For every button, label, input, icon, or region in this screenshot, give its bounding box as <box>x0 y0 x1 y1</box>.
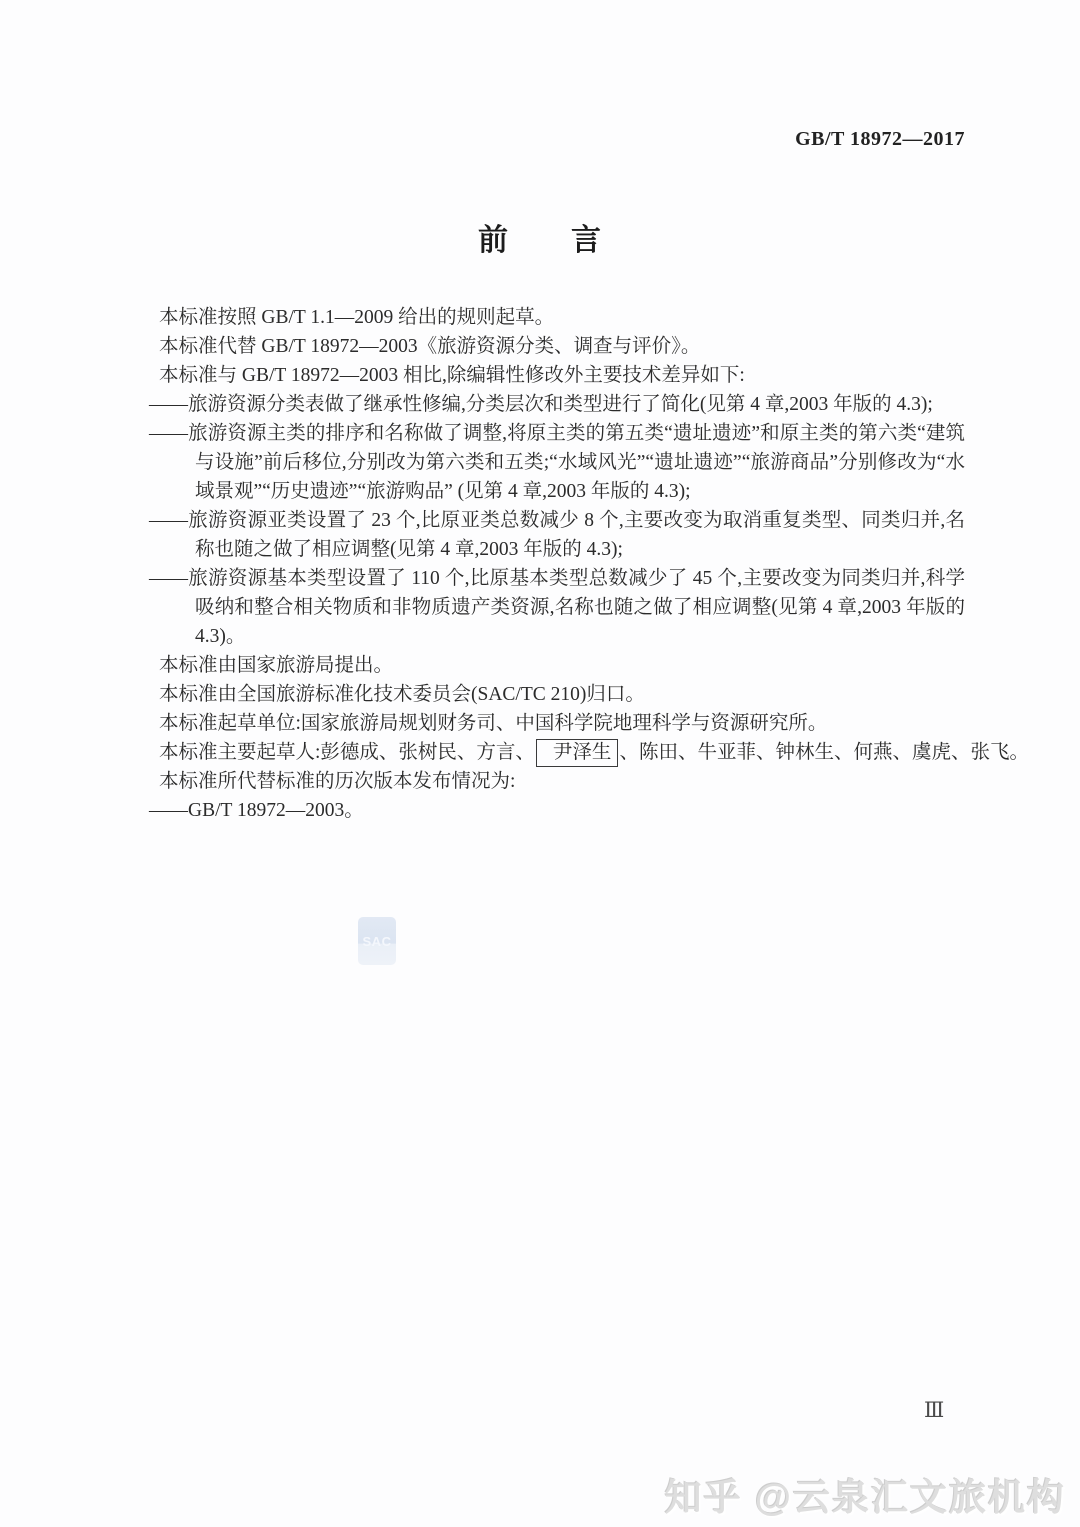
para-drafting-rule: 本标准按照 GB/T 1.1—2009 给出的规则起草。 <box>159 307 555 328</box>
para-history-intro: 本标准所代替标准的历次版本发布情况为: <box>159 771 516 792</box>
para-centralized-by: 本标准由全国旅游标准化技术委员会(SAC/TC 210)归口。 <box>159 684 645 705</box>
sac-logo-watermark <box>358 917 396 965</box>
page-title: 前 言 <box>478 224 602 257</box>
drafters-text-after: 、陈田、牛亚菲、钟林生、何燕、虞虎、张飞。 <box>619 742 1029 763</box>
dash-item-subcategories: ——旅游资源亚类设置了 23 个,比原亚类总数减少 8 个,主要改变为取消重复类型、同类归并,名称也随之做了相应调整(见第 4 章,2003 年版的 4.3); <box>149 510 965 560</box>
para-differences-intro: 本标准与 GB/T 18972—2003 相比,除编辑性修改外主要技术差异如下: <box>159 365 745 386</box>
dash-item-main-categories: ——旅游资源主类的排序和名称做了调整,将原主类的第五类“遗址遗迹”和原主类的第六类“建筑与设施”前后移位,分别改为第六类和五类;“水域风光”“遗址遗迹”“旅游商品”分别修改为“水域景观”“历史遗迹”“旅游购品” (见第 4 章,2003 年版的 4.3); <box>149 423 965 502</box>
para-main-drafters <box>149 738 1029 767</box>
dash-item-basic-types: ——旅游资源基本类型设置了 110 个,比原基本类型总数减少了 45 个,主要改变为同类归并,科学吸纳和整合相关物质和非物质遗产类资源,名称也随之做了相应调整(见第 4 章,2003 年版的 4.3)。 <box>149 568 965 647</box>
sac-logo-text: SAC <box>362 933 392 949</box>
foreword-content <box>149 303 1029 825</box>
standard-code-header: GB/T 18972—2017 <box>795 128 965 150</box>
para-proposed-by: 本标准由国家旅游局提出。 <box>159 655 394 676</box>
dash-item-history-version: ——GB/T 18972—2003。 <box>149 800 364 821</box>
boxed-drafter-name: 尹泽生 <box>536 739 619 767</box>
para-replaces-standard: 本标准代替 GB/T 18972—2003《旅游资源分类、调查与评价》。 <box>159 336 701 357</box>
dash-item-classification-table: ——旅游资源分类表做了继承性修编,分类层次和类型进行了简化(见第 4 章,2003 年版的 4.3); <box>149 394 933 415</box>
zhihu-watermark: 知乎 @云泉汇文旅机构 <box>664 1477 1066 1518</box>
page-number: Ⅲ <box>924 1398 945 1422</box>
para-drafting-organizations: 本标准起草单位:国家旅游局规划财务司、中国科学院地理科学与资源研究所。 <box>159 713 828 734</box>
drafters-text-before: 本标准主要起草人:彭德成、张树民、方言、 <box>159 742 535 763</box>
